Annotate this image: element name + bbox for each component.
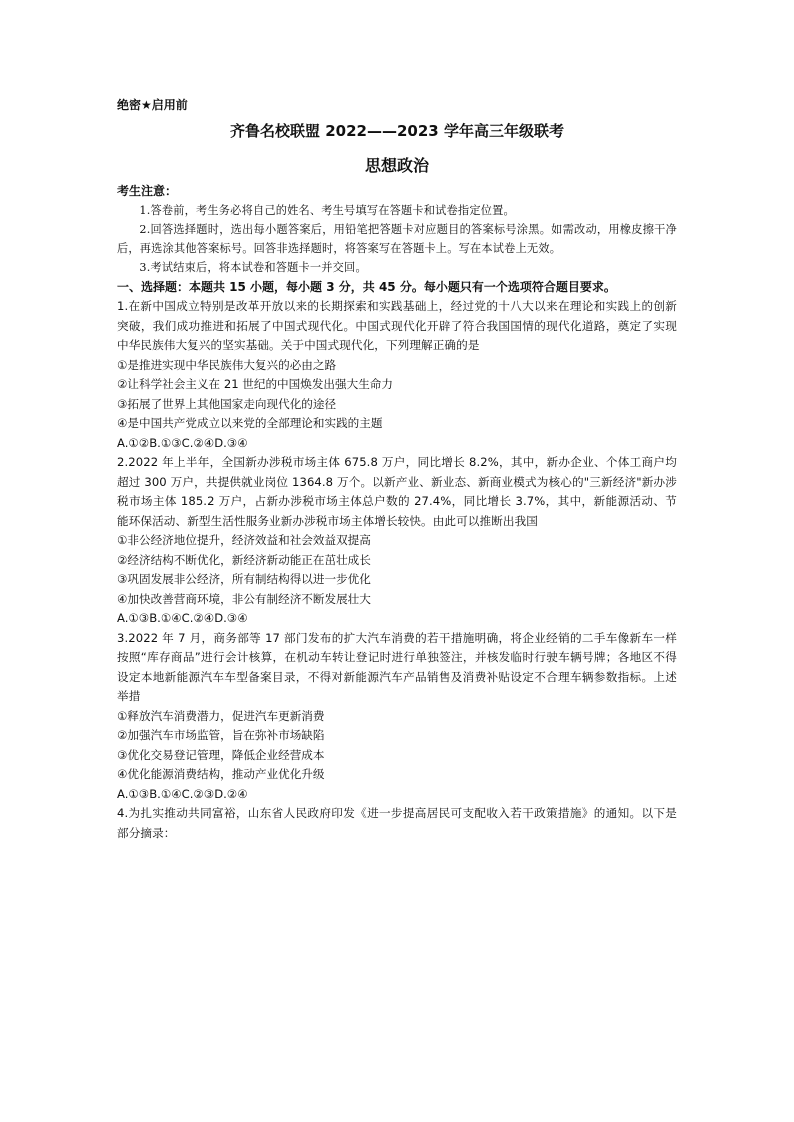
question-option: ③拓展了世界上其他国家走向现代化的途径 xyxy=(117,396,337,411)
question-1 xyxy=(117,297,677,453)
notice-item: 3.考试结束后，将本试卷和答题卡一并交回。 xyxy=(139,261,367,274)
question-option: ①是推进实现中华民族伟大复兴的必由之路 xyxy=(117,357,337,372)
notice-heading: 考生注意： xyxy=(117,184,178,198)
section-heading: 一、选择题：本题共 15 小题，每小题 3 分，共 45 分。每小题只有一个选项符合题目要求。 xyxy=(117,280,616,294)
question-stem: 1.在新中国成立特别是改革开放以来的长期探索和实践基础上，经过党的十八大以来在理论和实践上的创新突破，我们成功推进和拓展了中国式现代化。中国式现代化开辟了符合我国国情的现代化道路，奠定了实现中华民族伟大复兴的坚实基础。关于中国式现代化，下列理解正确的是 xyxy=(117,299,677,352)
question-stem: 2.2022 年上半年，全国新办涉税市场主体 675.8 万户，同比增长 8.2%，其中，新办企业、个体工商户均超过 300 万户，共提供就业岗位 1364.8 万个。以新产业、新业态、新商业模式为核心的"三新经济"新办涉税市场主体 185.2 万户，占新办涉税市场主体总户数的 27.4%，同比增长 3.7%，其中，新能源活动、节能环保活动、新型生活性服务业新办涉税市场主体增长较快。由此可以推断出我国 xyxy=(117,455,677,528)
question-option: ①非公经济地位提升，经济效益和社会效益双提高 xyxy=(117,533,371,547)
question-4 xyxy=(117,804,677,843)
question-3 xyxy=(117,629,677,805)
exam-page xyxy=(117,96,677,843)
question-option: ②经济结构不断优化，新经济新动能正在茁壮成长 xyxy=(117,552,371,567)
question-option: ④加快改善营商环境，非公有制经济不断发展壮大 xyxy=(117,591,371,606)
question-option: ②加强汽车市场监管，旨在弥补市场缺陷 xyxy=(117,728,325,742)
question-option: ③优化交易登记管理，降低企业经营成本 xyxy=(117,747,325,762)
notice-item: 2.回答选择题时，选出每小题答案后，用铅笔把答题卡对应题目的答案标号涂黑。如需改动，用橡皮擦干净后，再选涂其他答案标号。回答非选择题时，将答案写在答题卡上。写在本试卷上无效。 xyxy=(117,223,677,255)
notice-block xyxy=(117,182,677,277)
question-option: ①释放汽车消费潜力，促进汽车更新消费 xyxy=(117,708,325,723)
answer-choices: A.①②B.①③C.②④D.③④ xyxy=(117,435,248,450)
question-option: ②让科学社会主义在 21 世纪的中国焕发出强大生命力 xyxy=(117,377,393,391)
question-option: ③巩固发展非公经济，所有制结构得以进一步优化 xyxy=(117,572,371,586)
question-stem: 3.2022 年 7 月，商务部等 17 部门发布的扩大汽车消费的若干措施明确，将企业经销的二手车像新车一样按照“库存商品”进行会计核算，在机动车转让登记时进行单独签注，并核发临时行驶车辆号牌；各地区不得设定本地新能源汽车车型备案目录，不得对新能源汽车产品销售及消费补贴设定不合理车辆参数指标。上述举措 xyxy=(117,630,677,703)
exam-title: 齐鲁名校联盟 2022——2023 学年高三年级联考 xyxy=(230,122,564,140)
answer-choices: A.①③B.①④C.②③D.②④ xyxy=(117,786,248,801)
question-option: ④优化能源消费结构，推动产业优化升级 xyxy=(117,767,325,781)
question-option: ④是中国共产党成立以来党的全部理论和实践的主题 xyxy=(117,416,383,430)
question-2 xyxy=(117,453,677,629)
notice-item: 1.答卷前，考生务必将自己的姓名、考生号填写在答题卡和试卷指定位置。 xyxy=(139,204,515,217)
answer-choices: A.①③B.①④C.②④D.③④ xyxy=(117,611,248,625)
subject-title: 思想政治 xyxy=(364,156,429,175)
secret-label: 绝密★启用前 xyxy=(117,98,188,112)
question-stem: 4.为扎实推动共同富裕，山东省人民政府印发《进一步提高居民可支配收入若干政策措施》的通知。以下是部分摘录： xyxy=(117,806,677,840)
